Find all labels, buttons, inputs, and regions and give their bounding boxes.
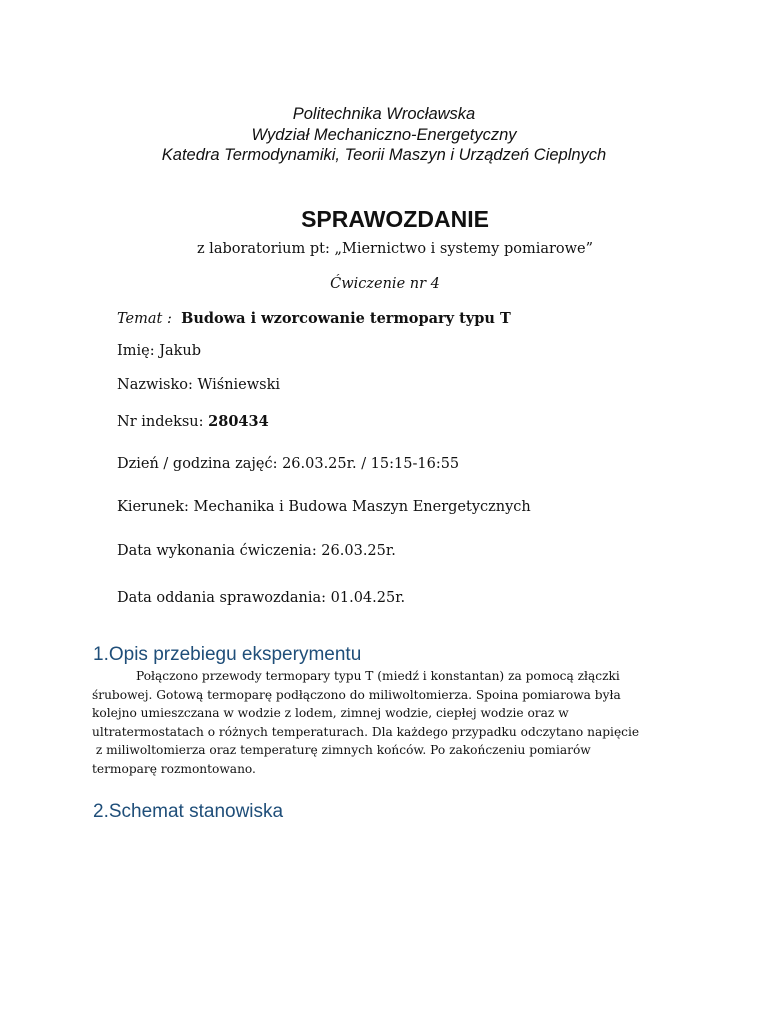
document-header — [0, 104, 768, 166]
topic-field — [117, 309, 511, 329]
exercise-date-field: Data wykonania ćwiczenia: 26.03.25r. — [117, 543, 396, 559]
section-heading-schematic: 2.Schemat stanowiska — [93, 801, 284, 822]
paragraph-line: termoparę rozmontowano. — [92, 761, 256, 776]
paragraph-line: Połączono przewody termopary typu T (miedź i konstantan) za pomocą złączki — [136, 669, 620, 683]
index-field — [117, 412, 269, 432]
field-of-study: Kierunek: Mechanika i Budowa Maszyn Energetycznych — [117, 499, 531, 515]
index-label: Nr indeksu: — [117, 414, 204, 430]
faculty-name: Wydział Mechaniczno-Energetyczny — [251, 125, 517, 144]
report-title: SPRAWOZDANIE — [301, 206, 489, 232]
exercise-number: Ćwiczenie nr 4 — [330, 276, 440, 292]
submission-date-field: Data oddania sprawozdania: 01.04.25r. — [117, 590, 406, 606]
description-paragraph — [92, 667, 682, 779]
paragraph-line: śrubowej. Gotową termoparę podłączono do miliwoltomierza. Spoina pomiarowa była — [92, 687, 621, 702]
paragraph-line: kolejno umieszczana w wodzie z lodem, zimnej wodzie, ciepłej wodzie oraz w — [92, 706, 569, 721]
class-time-field: Dzień / godzina zajęć: 26.03.25r. / 15:15-16:55 — [117, 456, 460, 472]
index-value: 280434 — [208, 413, 269, 430]
name-field: Imię: Jakub — [117, 343, 202, 359]
topic-label: Temat : — [117, 311, 172, 327]
surname-field: Nazwisko: Wiśniewski — [117, 377, 281, 393]
report-subtitle: z laboratorium pt: „Miernictwo i systemy pomiarowe” — [196, 241, 594, 257]
paragraph-line: ultratermostatach o różnych temperaturach. Dla każdego przypadku odczytano napięcie — [92, 724, 640, 739]
paragraph-line: z miliwoltomierza oraz temperaturę zimnych końców. Po zakończeniu pomiarów — [92, 743, 591, 758]
section-heading-description: 1.Opis przebiegu eksperymentu — [93, 644, 362, 665]
university-name: Politechnika Wrocławska — [292, 105, 476, 123]
topic-value: Budowa i wzorcowanie termopary typu T — [181, 310, 511, 327]
department-name: Katedra Termodynamiki, Teorii Maszyn i Urządzeń Cieplnych — [161, 146, 607, 164]
